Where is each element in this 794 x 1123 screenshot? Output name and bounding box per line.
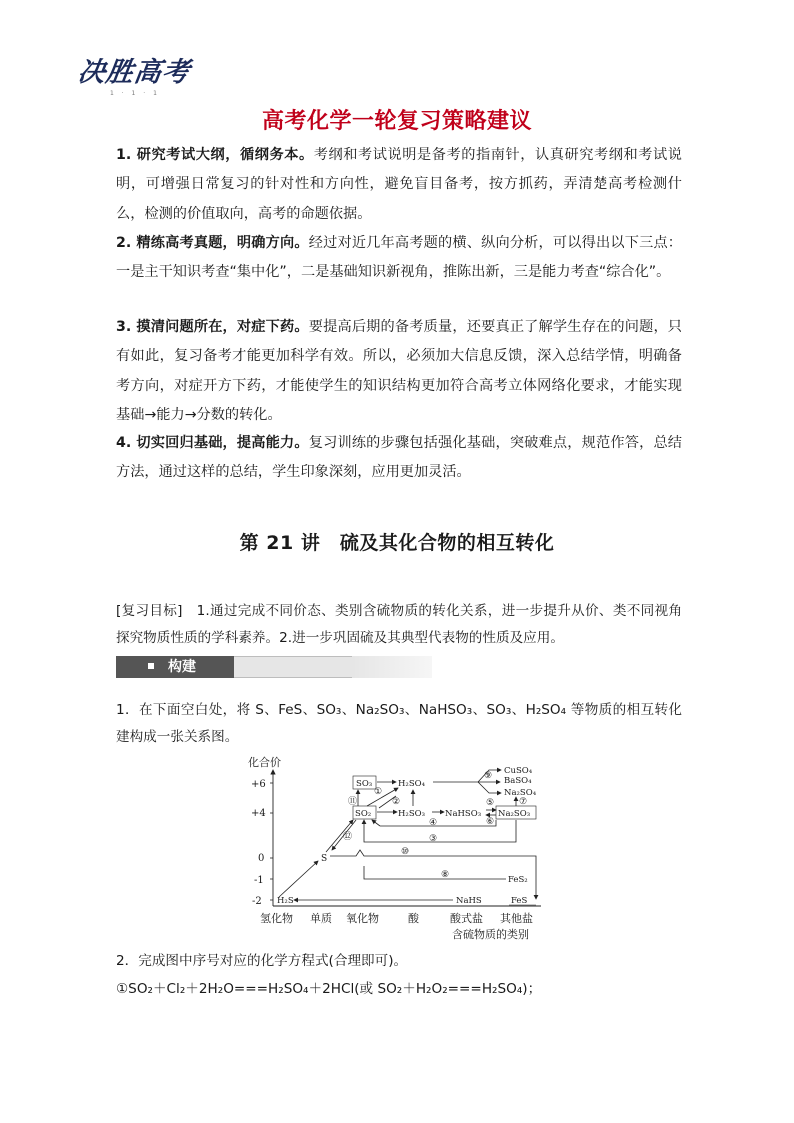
strategy-3 bbox=[116, 313, 682, 430]
species-fes2: FeS₂ bbox=[508, 875, 528, 885]
banner-title-box bbox=[116, 656, 234, 678]
x-tick-acid-salt: 酸式盐 bbox=[450, 912, 483, 925]
species-nahso3: NaHSO₃ bbox=[445, 809, 482, 819]
species-s: S bbox=[321, 854, 328, 864]
species-so2: SO₂ bbox=[355, 809, 372, 819]
sulfur-conversion-diagram bbox=[246, 748, 546, 944]
lecture-title: 第 21 讲 硫及其化合物的相互转化 bbox=[239, 532, 555, 554]
x-tick-acid: 酸 bbox=[408, 912, 419, 925]
step-12: ⑫ bbox=[343, 832, 353, 842]
step-8: ⑧ bbox=[441, 870, 450, 880]
step-1: ① bbox=[374, 787, 383, 797]
species-h2so4: H₂SO₄ bbox=[398, 779, 426, 789]
step-7: ⑦ bbox=[519, 797, 528, 807]
species-fes: FeS bbox=[511, 896, 528, 906]
strategy-3-text: 要提高后期的备考质量，还要真正了解学生存在的问题，只有如此，复习备考才能更加科学有效。所以，必须加大信息反馈，深入总结学情，明确备考方向，对症开方下药，才能使学生的知识结构更加符合高考立体网络化要求，才能实现基础→能力→分数的转化。 bbox=[116, 319, 682, 423]
logo-subtext: 1 · 1 · 1 bbox=[110, 90, 160, 97]
equation-1: ①SO₂＋Cl₂＋2H₂O===H₂SO₄＋2HCl(或 SO₂＋H₂O₂===H₂SO₄)； bbox=[116, 981, 542, 997]
x-tick-element: 单质 bbox=[310, 912, 332, 925]
y-tick-plus4: +4 bbox=[251, 808, 266, 819]
document-title: 高考化学一轮复习策略建议 bbox=[261, 109, 532, 134]
x-tick-other-salt: 其他盐 bbox=[500, 912, 533, 925]
y-tick-minus2: -2 bbox=[252, 896, 262, 907]
strategy-2 bbox=[116, 229, 682, 288]
banner-title: 构建 bbox=[168, 659, 196, 675]
step-2: ② bbox=[392, 797, 401, 807]
square-bullet-icon bbox=[148, 663, 154, 669]
strategy-3-heading: 3. 摸清问题所在，对症下药。 bbox=[116, 319, 309, 335]
y-axis-label: 化合价 bbox=[248, 756, 281, 769]
species-baso4: BaSO₄ bbox=[504, 776, 532, 786]
step-9: ⑨ bbox=[484, 771, 493, 781]
x-tick-oxide: 氧化物 bbox=[346, 912, 379, 925]
species-so3: SO₃ bbox=[356, 779, 373, 789]
strategy-2-text: 经过对近几年高考题的横、纵向分析，可以得出以下三点：一是主干知识考查“集中化”，二是基础知识新视角，推陈出新，三是能力考查“综合化”。 bbox=[116, 235, 682, 281]
strategy-4 bbox=[116, 429, 682, 488]
question-2: 2．完成图中序号对应的化学方程式(合理即可)。 bbox=[116, 953, 408, 969]
x-axis-label: 含硫物质的类别 bbox=[452, 928, 529, 941]
step-5: ⑤ bbox=[486, 798, 495, 808]
y-tick-0: 0 bbox=[258, 853, 265, 864]
step-4: ④ bbox=[429, 818, 438, 828]
species-na2so4: Na₂SO₄ bbox=[504, 788, 537, 798]
review-goals: [复习目标] 1.通过完成不同价态、类别含硫物质的转化关系，进一步提升从价、类不同视角探究物质性质的学科素养。2.进一步巩固硫及其典型代表物的性质及应用。 bbox=[116, 603, 682, 646]
species-h2s: H₂S bbox=[277, 896, 294, 906]
strategy-1-text: 考纲和考试说明是备考的指南针，认真研究考纲和考试说明，可增强日常复习的针对性和方向性，避免盲目备考，按方抓药，弄清楚高考检测什么，检测的价值取向，高考的命题依据。 bbox=[116, 147, 682, 222]
strategy-4-text: 复习训练的步骤包括强化基础，突破难点，规范作答，总结方法，通过这样的总结，学生印象深刻，应用更加灵活。 bbox=[116, 435, 682, 481]
strategy-2-heading: 2. 精练高考真题，明确方向。 bbox=[116, 235, 309, 251]
species-nahs: NaHS bbox=[456, 896, 482, 906]
step-10: ⑩ bbox=[401, 847, 410, 857]
step-3: ③ bbox=[429, 834, 438, 844]
logo-brand: 决胜高考 bbox=[75, 57, 193, 88]
step-6: ⑥ bbox=[486, 817, 495, 827]
y-tick-plus6: +6 bbox=[251, 779, 266, 790]
species-na2so3: Na₂SO₃ bbox=[498, 809, 531, 819]
species-h2so3: H₂SO₃ bbox=[398, 809, 426, 819]
x-tick-hydride: 氢化物 bbox=[260, 912, 293, 925]
banner-fade bbox=[352, 656, 432, 678]
strategy-4-heading: 4. 切实回归基础，提高能力。 bbox=[116, 435, 309, 451]
step-11: ⑪ bbox=[348, 797, 358, 807]
question-1: 1．在下面空白处，将 S、FeS、SO₃、Na₂SO₃、NaHSO₃、SO₃、H₂SO₄ 等物质的相互转化建构成一张关系图。 bbox=[116, 702, 682, 745]
y-tick-minus1: -1 bbox=[254, 875, 264, 886]
section-banner bbox=[116, 656, 432, 678]
species-cuso4: CuSO₄ bbox=[504, 766, 533, 776]
strategy-1 bbox=[116, 141, 682, 229]
strategy-1-heading: 1. 研究考试大纲，循纲务本。 bbox=[116, 147, 314, 163]
